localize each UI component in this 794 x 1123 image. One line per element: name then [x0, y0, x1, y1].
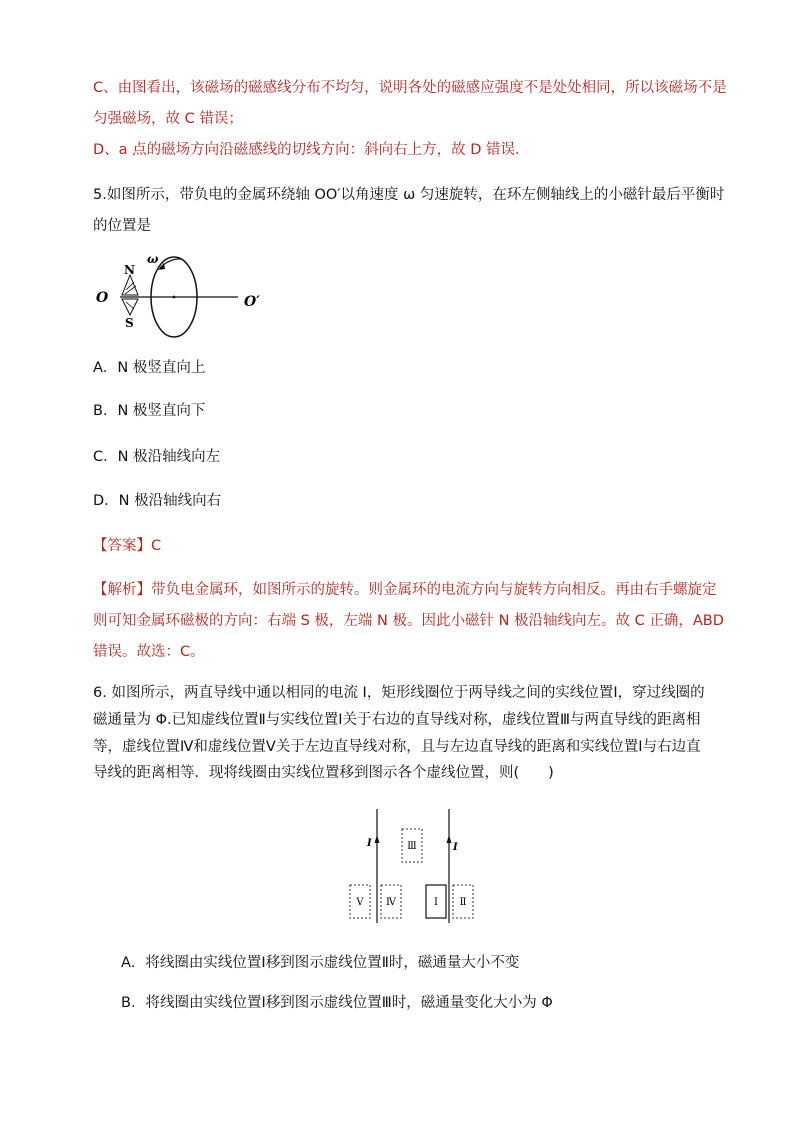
- q5-analysis-line3: 错误。故选：C。: [93, 644, 205, 660]
- q6-stem-line4: 导线的距离相等．现将线圈由实线位置移到图示各个虚线位置，则( ): [93, 765, 554, 781]
- q5-stem-line1: 5.如图所示，带负电的金属环绕轴 OO′以角速度 ω 匀速旋转，在环左侧轴线上的小磁针最后平衡时: [93, 187, 725, 203]
- prev-explanation-d-line: D、a 点的磁场方向沿磁感线的切线方向：斜向右上方，故 D 错误．: [93, 142, 530, 158]
- label-IV: Ⅳ: [386, 897, 396, 908]
- left-wire-arrow: [375, 835, 380, 843]
- label-III: Ⅲ: [407, 841, 417, 852]
- q5-option-d: D．N 极沿轴线向右: [93, 493, 222, 509]
- q6-figure-wires-coils: [340, 805, 490, 925]
- q6-stem-line3: 等，虚线位置Ⅳ和虚线位置Ⅴ关于左边直导线对称，且与左边直导线的距离和实线位置Ⅰ与右边直: [93, 739, 701, 755]
- answer-tag: 【答案】: [93, 538, 151, 554]
- analysis-tag: 【解析】: [93, 582, 151, 598]
- q6-stem-line2: 磁通量为 Φ.已知虚线位置Ⅱ与实线位置Ⅰ关于右边的直导线对称，虚线位置Ⅲ与两直导线的距离相: [93, 712, 701, 728]
- answer-value: C: [151, 538, 162, 554]
- q5-option-c: C．N 极沿轴线向左: [93, 449, 221, 465]
- right-wire-arrow: [447, 835, 452, 843]
- analysis-text-1: 带负电金属环，如图所示的旋转。则金属环的电流方向与旋转方向相反。再由右手螺旋定: [151, 582, 717, 598]
- q5-stem-line2: 的位置是: [93, 218, 151, 234]
- label-I-box: Ⅰ: [434, 897, 438, 908]
- label-O: O: [96, 290, 109, 306]
- q5-figure-ring-magnet: [88, 250, 268, 342]
- q6-stem-line1: 6. 如图所示，两直导线中通以相同的电流 I，矩形线圈位于两导线之间的实线位置Ⅰ，穿过线圈的: [93, 685, 705, 701]
- prev-explanation-c-line2: 匀强磁场，故 C 错误；: [93, 111, 243, 127]
- compass-needle-north: [122, 275, 138, 295]
- ring-center-dot: [173, 296, 176, 299]
- label-O-prime: O′: [244, 294, 260, 310]
- label-V: Ⅴ: [356, 897, 364, 908]
- q5-answer: [93, 536, 161, 556]
- compass-needle-south: [122, 299, 138, 315]
- label-I-right: I: [453, 842, 458, 853]
- q5-option-b: B．N 极竖直向下: [93, 403, 206, 419]
- q6-option-b: B．将线圈由实线位置Ⅰ移到图示虚线位置Ⅲ时，磁通量变化大小为 Φ: [121, 995, 553, 1011]
- q5-option-a: A．N 极竖直向上: [93, 360, 206, 376]
- prev-explanation-c-line1: C、由图看出，该磁场的磁感线分布不均匀，说明各处的磁感应强度不是处处相同，所以该磁场不是: [93, 80, 727, 96]
- label-N: N: [124, 263, 135, 277]
- label-S: S: [125, 316, 134, 330]
- label-II: Ⅱ: [459, 897, 467, 908]
- label-I-left: I: [367, 838, 372, 849]
- q5-analysis-line1: [93, 580, 717, 600]
- q5-analysis-line2: 则可知金属环磁极的方向：右端 S 极，左端 N 极。因此小磁针 N 极沿轴线向左。故 C 正确，ABD: [93, 613, 724, 629]
- q6-option-a: A．将线圈由实线位置Ⅰ移到图示虚线位置Ⅱ时，磁通量大小不变: [121, 955, 520, 971]
- label-omega: ω: [147, 252, 159, 266]
